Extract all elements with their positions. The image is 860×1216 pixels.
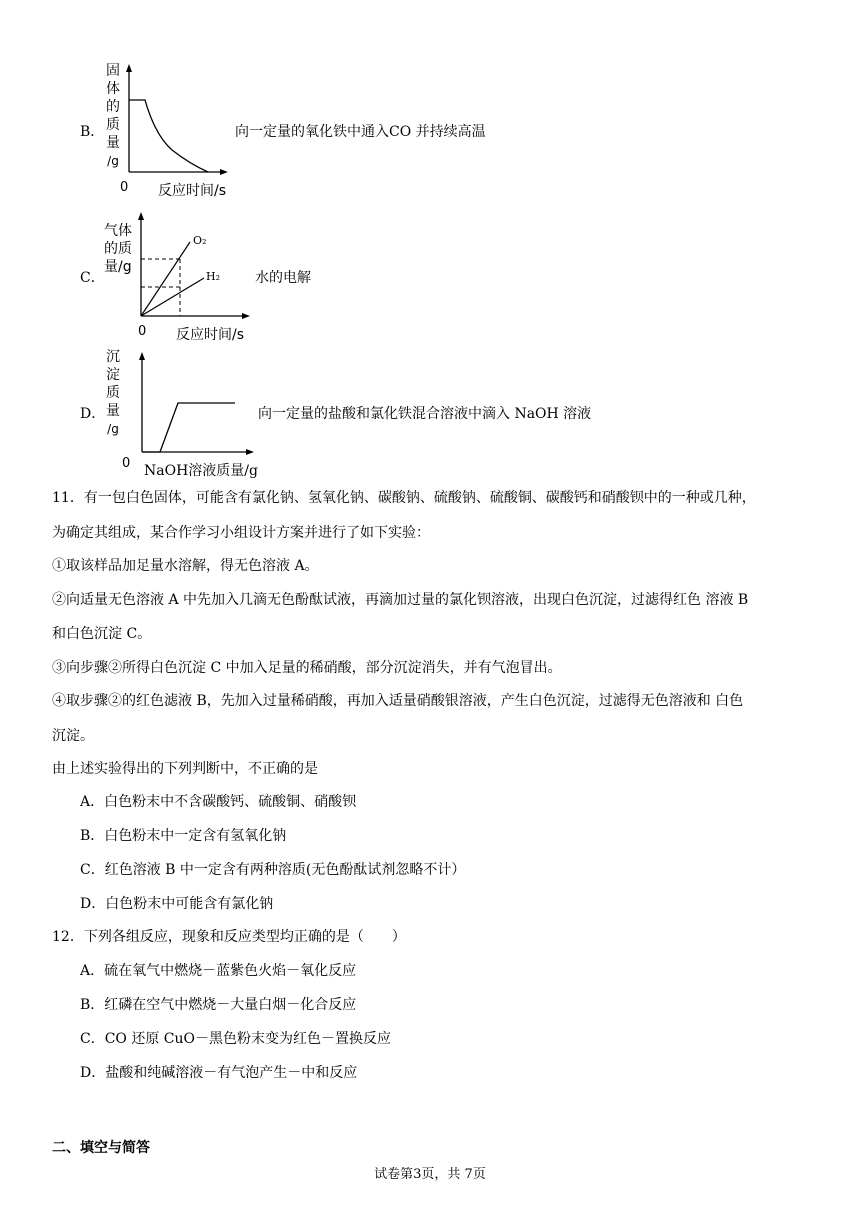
o2-series-label: O₂ [193,234,207,247]
q11-step4-line1: ④取步骤②的红色滤液 B，先加入过量稀硝酸，再加入适量硝酸银溶液，产生白色沉淀，过滤得无色溶液和 白色 [52,693,744,709]
o2-line [141,242,190,316]
q11-step3: ③向步骤②所得白色沉淀 C 中加入足量的稀硝酸，部分沉淀消失，并有气泡冒出。 [52,660,562,676]
section-heading: 二、填空与简答 [52,1140,150,1156]
option-d-origin: 0 [122,456,131,471]
x-axis-arrow [246,449,254,455]
y-label-char: 沉 [106,349,120,365]
option-d-letter: D． [80,406,106,422]
y-label-char: 量 [106,135,120,151]
y-axis-arrow [126,64,132,72]
y-label-char: 体 [106,81,120,97]
x-axis-arrow [242,313,250,319]
q11-option-d: D．白色粉末中可能含有氯化钠 [80,896,274,912]
y-axis-arrow [138,212,144,220]
y-label-char: 质 [106,117,120,133]
option-b-origin: 0 [120,180,129,195]
page-footer: 试卷第3页，共 7页 [374,1167,486,1182]
option-d-description: 向一定量的盐酸和氯化铁混合溶液中滴入 NaOH 溶液 [258,406,592,422]
q11-stem-line1: 11．有一包白色固体，可能含有氯化钠、氢氧化钠、碳酸钠、硫酸钠、硫酸铜、碳酸钙和硝酸钡中的一种或几种， [52,490,756,506]
q11-option-c: C．红色溶液 B 中一定含有两种溶质(无色酚酞试剂忽略不计） [80,862,466,878]
option-b-x-label: 反应时间/s [158,183,227,199]
option-c-graph [100,208,260,348]
q12-option-d: D．盐酸和纯碱溶液－有气泡产生－中和反应 [80,1065,358,1081]
y-label-char: 的 [106,99,120,115]
q11-step4-line2: 沉淀。 [52,728,94,744]
option-c-x-label: 反应时间/s [176,327,245,343]
q11-step2-line1: ②向适量无色溶液 A 中先加入几滴无色酚酞试液，再滴加过量的氯化钡溶液，出现白色沉淀，过滤得红色 溶液 B [52,592,749,608]
mass-curve [129,100,208,172]
option-d-x-label: NaOH溶液质量/g [144,463,258,479]
option-c-description: 水的电解 [255,270,311,286]
y-label-line: 量/g [104,259,132,275]
y-label-line: 气体 [104,223,132,239]
y-label-char: 质 [106,385,120,401]
option-b-letter: B． [80,124,105,140]
q12-option-a: A．硫在氧气中燃烧－蓝紫色火焰－氧化反应 [80,963,357,979]
q11-step1: ①取该样品加足量水溶解，得无色溶液 A。 [52,558,319,574]
y-label-char: 量 [106,403,120,419]
option-d-graph [100,346,270,478]
q11-option-a: A．白色粉末中不含碳酸钙、硫酸铜、硝酸钡 [80,794,357,810]
q11-stem-line2: 为确定其组成，某合作学习小组设计方案并进行了如下实验： [52,525,430,541]
y-label-char: 淀 [106,367,120,383]
q11-question: 由上述实验得出的下列判断中，不正确的是 [52,761,318,777]
q12-stem: 12．下列各组反应，现象和反应类型均正确的是（ ） [52,929,406,945]
x-axis-arrow [220,169,228,175]
q12-option-b: B．红磷在空气中燃烧－大量白烟－化合反应 [80,997,357,1013]
q12-option-c: C．CO 还原 CuO－黑色粉末变为红色－置换反应 [80,1031,392,1047]
option-c-letter: C． [80,270,105,286]
precipitate-line [142,403,235,452]
option-c-origin: 0 [138,324,147,339]
h2-line [141,278,204,316]
y-label-char: /g [107,422,119,436]
h2-series-label: H₂ [206,270,221,283]
q11-step2-line2: 和白色沉淀 C。 [52,626,152,642]
y-label-line: 的质 [104,241,132,257]
y-axis-arrow [139,352,145,360]
y-label-char: /g [107,154,119,168]
q11-option-b: B．白色粉末中一定含有氢氧化钠 [80,828,287,844]
y-label-char: 固 [106,63,120,79]
option-b-description: 向一定量的氧化铁中通入CO 并持续高温 [235,124,486,140]
